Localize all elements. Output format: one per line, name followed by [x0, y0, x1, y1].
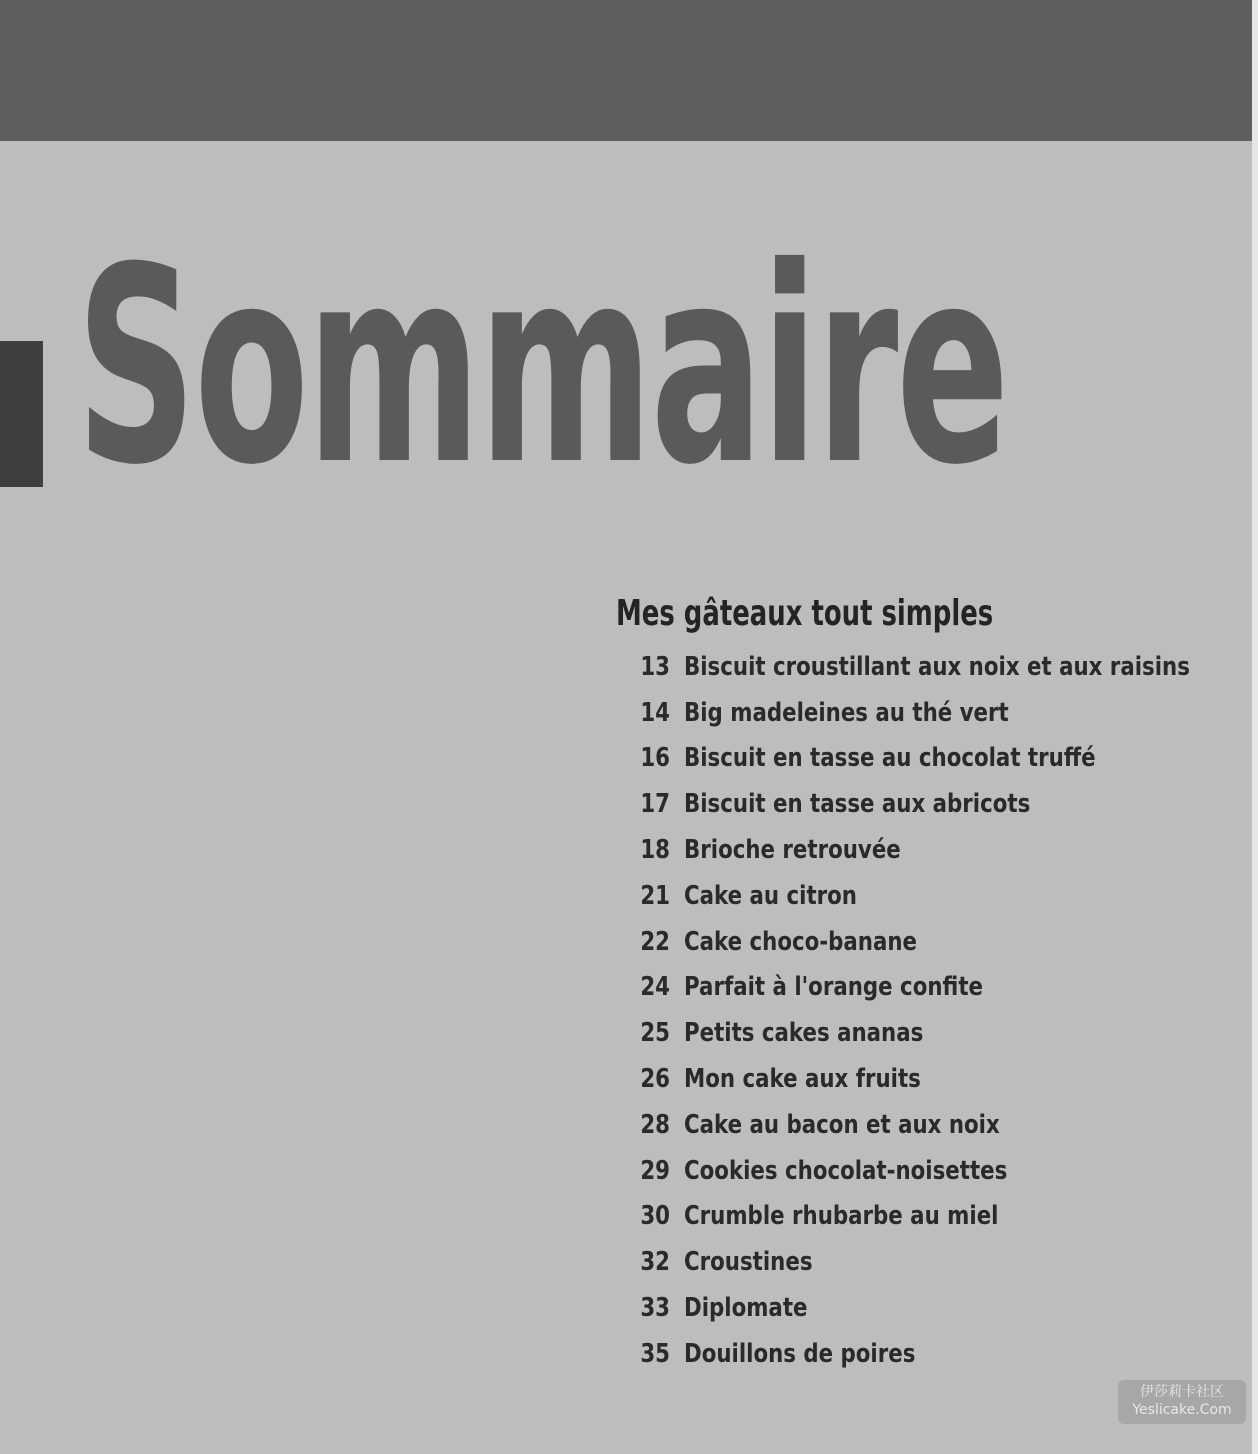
page-title: Sommaire — [76, 209, 1008, 524]
toc-page-number: 21 — [640, 880, 670, 911]
toc-entry-label: Crumble rhubarbe au miel — [684, 1201, 999, 1232]
toc-item — [616, 690, 1236, 736]
toc-page-number: 33 — [640, 1293, 670, 1324]
toc-entry-label: Cake au bacon et aux noix — [684, 1109, 1000, 1140]
toc-item — [616, 1148, 1236, 1194]
toc-entry-label: Biscuit en tasse aux abricots — [684, 789, 1031, 820]
watermark-line: 伊莎莉卡社区 — [1140, 1384, 1224, 1400]
toc-item — [616, 827, 1236, 873]
toc-section — [616, 592, 1236, 1377]
toc-item — [616, 781, 1236, 827]
toc-item — [616, 1056, 1236, 1102]
toc-item — [616, 1285, 1236, 1331]
toc-entry-label: Cake au citron — [684, 880, 857, 911]
page-edge — [1252, 0, 1258, 1454]
toc-page-number: 22 — [640, 926, 670, 957]
toc-item — [616, 1010, 1236, 1056]
toc-item — [616, 1239, 1236, 1285]
toc-page-number: 18 — [640, 835, 670, 866]
toc-item — [616, 644, 1236, 690]
watermark — [1118, 1380, 1246, 1424]
toc-entry-label: Douillons de poires — [684, 1338, 916, 1369]
toc-page-number: 24 — [640, 972, 670, 1003]
toc-entry-label: Parfait à l'orange confite — [684, 972, 983, 1003]
toc-page-number: 35 — [640, 1338, 670, 1369]
toc-item — [616, 965, 1236, 1011]
toc-entry-label: Mon cake aux fruits — [684, 1064, 921, 1095]
toc-page-number: 17 — [640, 789, 670, 820]
toc-page-number: 16 — [640, 743, 670, 774]
toc-item — [616, 919, 1236, 965]
toc-page-number: 26 — [640, 1064, 670, 1095]
toc-entry-label: Big madeleines au thé vert — [684, 697, 1009, 728]
toc-page-number: 30 — [640, 1201, 670, 1232]
title-marker-bar — [0, 341, 43, 487]
toc-item — [616, 1102, 1236, 1148]
toc-list — [616, 644, 1236, 1377]
toc-entry-label: Cake choco-banane — [684, 926, 917, 957]
toc-item — [616, 1194, 1236, 1240]
toc-page-number: 13 — [640, 651, 670, 682]
watermark-line: Yeslicake.Com — [1132, 1402, 1232, 1418]
toc-entry-label: Croustines — [684, 1247, 813, 1278]
toc-entry-label: Biscuit croustillant aux noix et aux raisins — [684, 651, 1190, 682]
toc-page-number: 29 — [640, 1155, 670, 1186]
toc-entry-label: Brioche retrouvée — [684, 835, 901, 866]
section-title: Mes gâteaux tout simples — [616, 593, 994, 634]
toc-page-number: 14 — [640, 697, 670, 728]
toc-entry-label: Cookies chocolat-noisettes — [684, 1155, 1008, 1186]
toc-entry-label: Petits cakes ananas — [684, 1018, 924, 1049]
toc-item — [616, 873, 1236, 919]
toc-entry-label: Diplomate — [684, 1293, 808, 1324]
toc-page-number: 32 — [640, 1247, 670, 1278]
toc-item — [616, 1331, 1236, 1377]
toc-page-number: 28 — [640, 1109, 670, 1140]
toc-page-number: 25 — [640, 1018, 670, 1049]
top-band — [0, 0, 1252, 141]
toc-entry-label: Biscuit en tasse au chocolat truffé — [684, 743, 1096, 774]
toc-item — [616, 736, 1236, 782]
